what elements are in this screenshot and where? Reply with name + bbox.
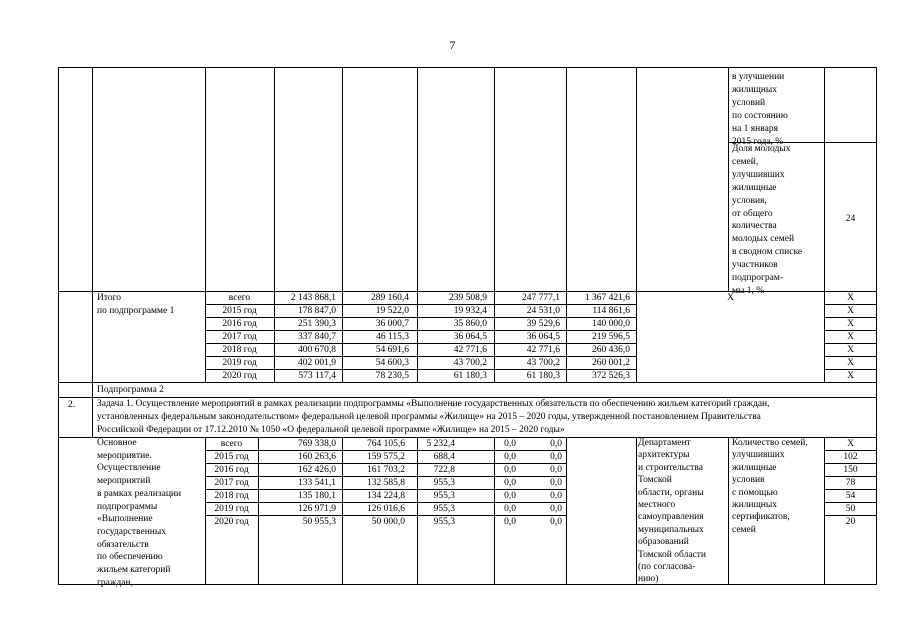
- event-name-line: государственных: [97, 526, 167, 537]
- event-local: 0,0: [504, 491, 516, 501]
- itogo-year: 2020 год: [222, 371, 257, 381]
- event-local: 0,0: [504, 452, 516, 462]
- event-total: 769 338,0: [298, 439, 336, 449]
- itogo-label-line: по подпрограмме 1: [97, 305, 175, 316]
- event-executor-line: Томской: [638, 475, 672, 486]
- itogo-year: 2016 год: [222, 319, 257, 329]
- event-year: 2019 год: [214, 504, 249, 514]
- task-line: установленных федеральным законодательством» федеральной целевой программы «Жилище» на 2015 – 2020 годы, утвержденной постановлением Правительства: [97, 412, 761, 422]
- event-local: 0,0: [504, 465, 516, 475]
- itogo-federal: 289 160,4: [371, 293, 409, 303]
- event-local: 0,0: [504, 517, 516, 527]
- event-regional: 5 232,4: [426, 439, 455, 449]
- criterion-b-line: семей,: [732, 156, 759, 167]
- table-rule: [636, 291, 637, 382]
- event-name-line: в рамках реализации: [97, 488, 182, 499]
- event-name-line: мероприятие.: [97, 450, 152, 461]
- event-indicator-line: улучшивших: [732, 450, 785, 461]
- criterion-b-line: участников: [732, 260, 778, 271]
- event-year: 2018 год: [214, 491, 249, 501]
- itogo-total: 402 001,9: [298, 358, 336, 368]
- event-executor-line: (по согласова-: [638, 562, 696, 573]
- itogo-total: 337 840,7: [298, 332, 336, 342]
- criterion-a-text: [732, 71, 788, 148]
- table-rule: [417, 67, 418, 291]
- subprogram-2-title: Подпрограмма 2: [97, 385, 164, 395]
- criterion-b-line: жилищные: [732, 182, 777, 193]
- event-value: 20: [845, 517, 856, 527]
- event-value: Х: [847, 439, 854, 449]
- task-number: 2.: [68, 400, 76, 410]
- event-regional: 955,3: [433, 504, 455, 514]
- criterion-b-line: мы 1, %: [732, 285, 765, 296]
- event-name-line: мероприятий: [97, 476, 151, 487]
- itogo-total: 178 847,0: [298, 306, 336, 316]
- criterion-b-line: в сводном списке: [732, 247, 803, 258]
- criterion-b-value: 24: [845, 214, 856, 224]
- event-name-line: «Выполнение: [97, 514, 153, 525]
- event-indicator-line: семей: [732, 524, 756, 535]
- event-total: 160 263,6: [298, 452, 336, 462]
- itogo-federal: 36 000,7: [375, 319, 409, 329]
- event-value: 150: [843, 465, 858, 475]
- event-total: 162 426,0: [298, 465, 336, 475]
- itogo-year: 2019 год: [222, 358, 257, 368]
- criterion-b-line: подпрограм-: [732, 273, 784, 284]
- event-indicator-line: сертификатов,: [732, 512, 790, 523]
- itogo-other: 140 000,0: [592, 319, 630, 329]
- itogo-other: 260 001,2: [592, 358, 630, 368]
- event-name-line: граждан,: [97, 577, 133, 588]
- itogo-local: 247 777,1: [522, 293, 560, 303]
- itogo-other: 372 526,3: [592, 371, 630, 381]
- event-indicator-line: условия: [732, 475, 765, 486]
- event-name-line: по обеспечению: [97, 552, 163, 563]
- itogo-regional: 19 932,4: [453, 306, 487, 316]
- event-other: 0,0: [550, 452, 562, 462]
- event-other: 0,0: [550, 517, 562, 527]
- table-rule: [92, 397, 93, 437]
- criterion-b-line: от общего: [732, 208, 773, 219]
- event-regional: 955,3: [433, 478, 455, 488]
- event-regional: 955,3: [433, 491, 455, 501]
- table-rule: [92, 291, 93, 382]
- event-executor-line: области, органы: [638, 487, 704, 498]
- event-total: 50 955,3: [302, 517, 336, 527]
- itogo-regional: 61 180,3: [453, 371, 487, 381]
- event-executor-line: Томской области: [638, 549, 706, 560]
- event-federal: 134 224,8: [367, 491, 405, 501]
- itogo-total: 573 117,4: [298, 371, 336, 381]
- event-federal: 764 105,6: [367, 439, 405, 449]
- itogo-regional: 35 860,0: [453, 319, 487, 329]
- event-executor-line: Департамент: [638, 438, 691, 448]
- task-line: Российской Федерации от 17.12.2010 № 1050 «О федеральной целевой программе «Жилище» на 2015 – 2020 годы»: [97, 425, 565, 435]
- main-event-executor: [638, 437, 706, 586]
- itogo-local: 42 771,6: [526, 345, 560, 355]
- itogo-federal: 19 522,0: [375, 306, 409, 316]
- itogo-year: всего: [228, 293, 251, 303]
- event-regional: 688,4: [433, 452, 455, 462]
- event-other: 0,0: [550, 439, 562, 449]
- itogo-indicator-mark: Х: [727, 293, 734, 303]
- event-indicator-line: жилищных: [732, 500, 778, 511]
- itogo-total: 2 143 868,1: [290, 293, 336, 303]
- event-total: 133 541,1: [298, 478, 336, 488]
- itogo-local: 61 180,3: [526, 371, 560, 381]
- event-year: 2016 год: [214, 465, 249, 475]
- table-rule: [274, 67, 275, 291]
- event-name-line: Основное: [97, 438, 137, 448]
- event-name-line: Осуществление: [97, 463, 161, 474]
- itogo-regional: 43 700,2: [453, 358, 487, 368]
- itogo-value: Х: [847, 293, 854, 303]
- itogo-label: [97, 292, 174, 318]
- itogo-federal: 54 600,3: [375, 358, 409, 368]
- itogo-local: 24 531,0: [526, 306, 560, 316]
- itogo-federal: 46 115,3: [376, 332, 409, 342]
- table-rule: [566, 437, 567, 585]
- itogo-value: Х: [847, 332, 854, 342]
- itogo-regional: 36 064,5: [453, 332, 487, 342]
- itogo-total: 400 670,8: [298, 345, 336, 355]
- page-number: 7: [449, 38, 456, 52]
- event-other: 0,0: [550, 478, 562, 488]
- event-total: 135 180,1: [298, 491, 336, 501]
- table-rule: [92, 382, 93, 397]
- event-indicator-line: жилищные: [732, 462, 777, 473]
- event-federal: 126 016,6: [367, 504, 405, 514]
- main-event-name: [97, 437, 181, 589]
- main-event-indicator: [732, 437, 808, 536]
- table-rule: [494, 67, 495, 291]
- event-federal: 50 000,0: [371, 517, 405, 527]
- event-other: 0,0: [550, 491, 562, 501]
- event-value: 78: [845, 478, 856, 488]
- event-name-line: подпрограммы: [97, 501, 158, 512]
- event-executor-line: и строительства: [638, 462, 703, 473]
- itogo-other: 260 436,0: [592, 345, 630, 355]
- event-executor-line: нию): [638, 574, 659, 585]
- itogo-year: 2015 год: [222, 306, 257, 316]
- event-other: 0,0: [550, 504, 562, 514]
- itogo-other: 219 596,5: [592, 332, 630, 342]
- task-line: Задача 1. Осуществление мероприятий в рамках реализации подпрограммы «Выполнение государственных обязательств по обеспечению жильем категорий граждан,: [97, 399, 770, 409]
- table-rule: [342, 67, 343, 291]
- itogo-other: 114 861,6: [592, 306, 630, 316]
- event-federal: 161 703,2: [367, 465, 405, 475]
- event-regional: 722,8: [433, 465, 455, 475]
- event-executor-line: местного: [638, 500, 676, 511]
- event-value: 50: [845, 504, 856, 514]
- event-total: 126 971,9: [298, 504, 336, 514]
- criterion-a-line: условий: [732, 97, 766, 108]
- event-executor-line: муниципальных: [638, 524, 704, 535]
- event-value: 54: [845, 491, 856, 501]
- criterion-b-line: молодых семей: [732, 234, 795, 245]
- event-federal: 132 585,8: [367, 478, 405, 488]
- event-indicator-line: Количество семей,: [732, 438, 808, 448]
- criterion-a-line: на 1 января: [732, 123, 778, 134]
- event-year: 2017 год: [214, 478, 249, 488]
- itogo-year: 2018 год: [222, 345, 257, 355]
- itogo-regional: 239 508,9: [449, 293, 487, 303]
- table-rule: [58, 382, 877, 383]
- criterion-a-line: в улучшении: [732, 72, 785, 82]
- task-text: [97, 398, 770, 437]
- event-other: 0,0: [550, 465, 562, 475]
- criterion-b-text: [732, 143, 802, 298]
- event-local: 0,0: [504, 504, 516, 514]
- criterion-b-line: количества: [732, 221, 777, 232]
- criterion-a-line: жилищных: [732, 84, 778, 95]
- itogo-value: Х: [847, 371, 854, 381]
- event-year: 2020 год: [214, 517, 249, 527]
- itogo-local: 43 700,2: [526, 358, 560, 368]
- itogo-value: Х: [847, 358, 854, 368]
- event-local: 0,0: [504, 478, 516, 488]
- itogo-local: 36 064,5: [526, 332, 560, 342]
- event-executor-line: архитектуры: [638, 450, 690, 461]
- event-year: всего: [220, 439, 243, 449]
- itogo-federal: 54 691,6: [375, 345, 409, 355]
- itogo-other: 1 367 421,6: [584, 293, 630, 303]
- table-rule: [636, 67, 637, 291]
- itogo-value: Х: [847, 345, 854, 355]
- criterion-a-line: по состоянию: [732, 110, 788, 121]
- itogo-value: Х: [847, 306, 854, 316]
- criterion-b-line: условия,: [732, 195, 767, 206]
- event-name-line: обязательств: [97, 539, 149, 550]
- event-year: 2015 год: [214, 452, 249, 462]
- event-regional: 955,3: [433, 517, 455, 527]
- event-executor-line: самоуправления: [638, 512, 704, 523]
- itogo-total: 251 390,3: [298, 319, 336, 329]
- itogo-local: 39 529,6: [526, 319, 560, 329]
- criterion-b-line: улучшивших: [732, 169, 785, 180]
- criterion-b-line: Доля молодых: [732, 144, 791, 154]
- itogo-label-line: Итого: [97, 293, 122, 303]
- table-rule: [636, 437, 637, 585]
- table-rule: [728, 67, 729, 291]
- itogo-regional: 42 771,6: [453, 345, 487, 355]
- event-local: 0,0: [504, 439, 516, 449]
- table-rule: [728, 437, 729, 585]
- itogo-value: Х: [847, 319, 854, 329]
- event-value: 102: [843, 452, 858, 462]
- event-name-line: жильем категорий: [97, 565, 171, 576]
- table-rule: [566, 67, 567, 291]
- event-indicator-line: с помощью: [732, 487, 778, 498]
- table-rule: [824, 67, 825, 291]
- table-rule: [92, 67, 93, 291]
- table-rule: [205, 67, 206, 291]
- event-federal: 159 575,2: [367, 452, 405, 462]
- itogo-year: 2017 год: [222, 332, 257, 342]
- criterion-a-line: 2015 года, %: [732, 136, 784, 147]
- itogo-federal: 78 230,5: [375, 371, 409, 381]
- event-executor-line: образований: [638, 537, 689, 548]
